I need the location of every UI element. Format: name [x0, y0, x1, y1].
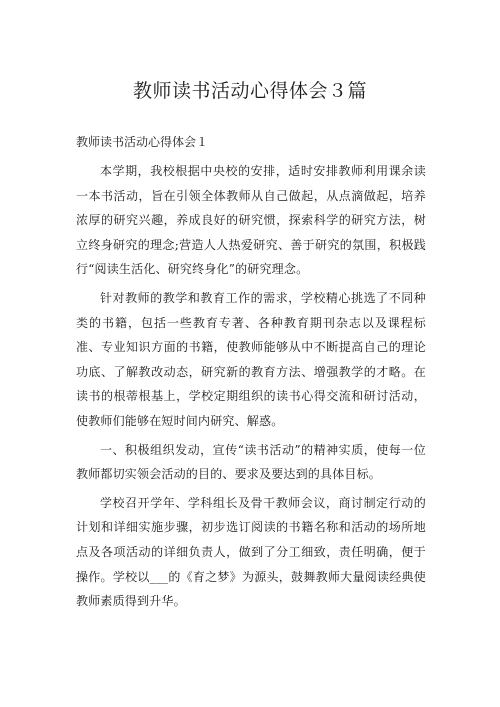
section-heading: 教师读书活动心得体会１ [76, 135, 209, 149]
paragraph: 学校召开学年、学科组长及骨干教师会议，商讨制定行动的计划和详细实施步骤，初步选订阅读的书籍名称和活动的场所地点及各项活动的详细负责人，做到了分工细致，责任明确，便于操作。学校以___的《育之梦》为源头，鼓舞教师大量阅读经典使教师素质得到升华。 [76, 495, 426, 609]
paragraph: 本学期，我校根据中央校的安排，适时安排教师利用课余读一本书活动，旨在引领全体教师从自己做起，从点滴做起，培养浓厚的研究兴趣，养成良好的研究惯，探索科学的研究方法，树立终身研究的理念;营造人人热爱研究、善于研究的氛围，积极践行“阅读生活化、研究终身化”的研究理念。 [76, 164, 426, 277]
document-body [76, 159, 426, 618]
paragraph: 针对教师的教学和教育工作的需求，学校精心挑选了不同种类的书籍，包括一些教育专著、各种教育期刊杂志以及课程标准、专业知识方面的书籍，使教师能够从中不断提高自己的理论功底、了解教改动态，研究新的教育方法、增强教学的才略。在读书的根蒂根基上，学校定期组织的读书心得交流和研讨活动，使教师们能够在短时间内研究、解惑。 [76, 290, 426, 428]
document-title: 教师读书活动心得体会３篇 [132, 80, 367, 102]
paragraph: 一、积极组织发动，宣传“读书活动”的精神实质，使每一位教师都切实领会活动的目的、要求及要达到的具体目标。 [76, 442, 426, 482]
